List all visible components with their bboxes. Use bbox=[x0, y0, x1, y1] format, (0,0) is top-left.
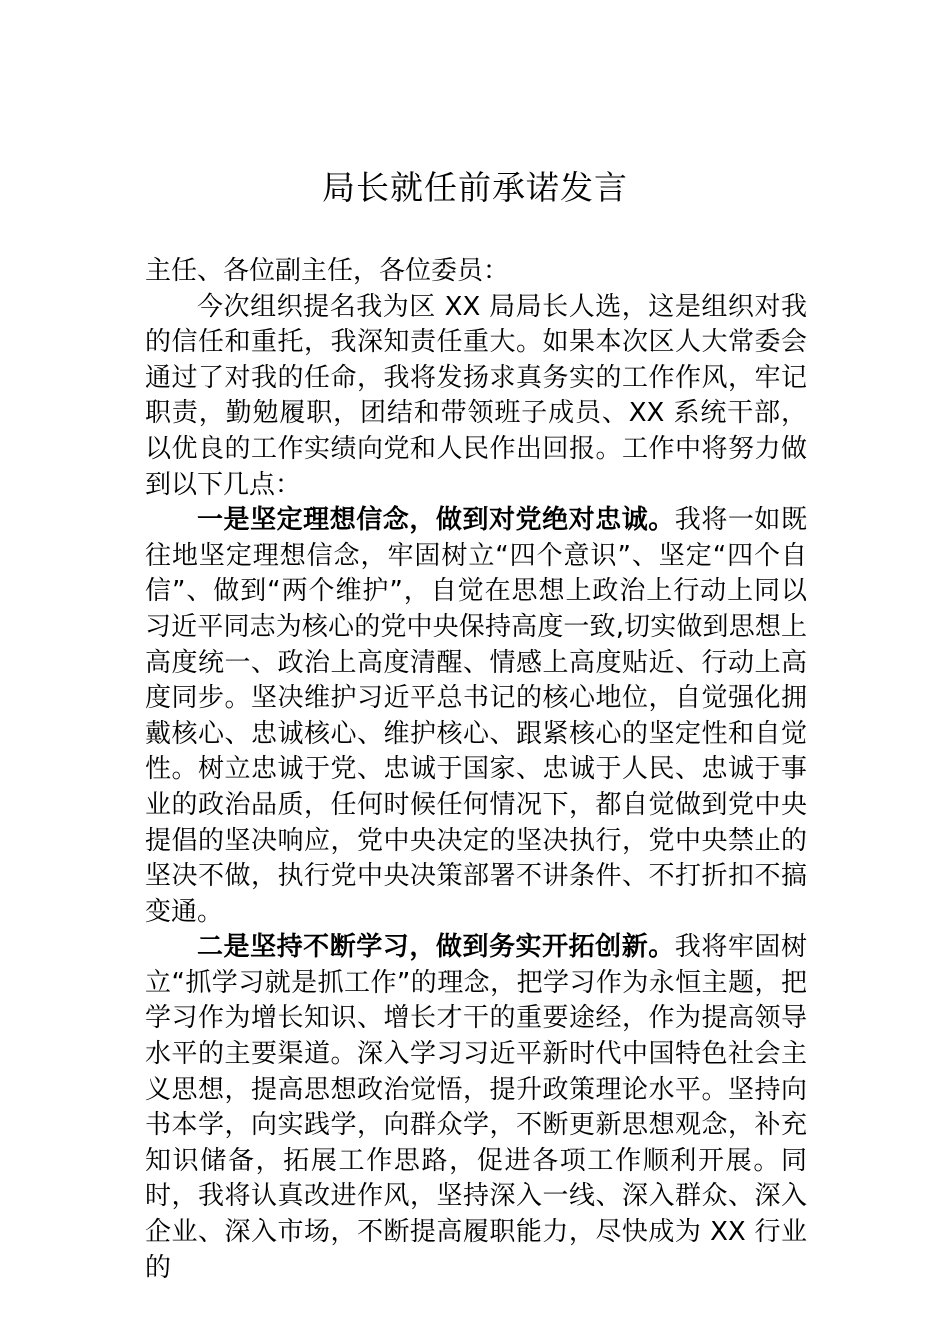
paragraph-lead: 二是坚持不断学习，做到务实开拓创新。 bbox=[197, 932, 675, 963]
document-title: 局长就任前承诺发言 bbox=[322, 168, 628, 207]
paragraph-point-one bbox=[145, 503, 807, 930]
paragraph-text: 我将一如既往地坚定理想信念，牢固树立“四个意识”、坚定“四个自信”、做到“两个维护”，自觉在思想上政治上行动上同以习近平同志为核心的党中央保持高度一致,切实做到思想上高度统一、政治上高度清醒、情感上高度贴近、行动上高度同步。坚决维护习近平总书记的核心地位，自觉强化拥戴核心、忠诚核心、维护核心、跟紧核心的坚定性和自觉性。树立忠诚于党、忠诚于国家、忠诚于人民、忠诚于事业的政治品质，任何时候任何情况下，都自觉做到党中央提倡的坚决响应，党中央决定的坚决执行，党中央禁止的坚决不做，执行党中央决策部署不讲条件、不打折扣不搞变通。 bbox=[145, 505, 807, 927]
paragraph-point-two bbox=[145, 930, 807, 1286]
salutation: 主任、各位副主任，各位委员： bbox=[145, 256, 510, 286]
paragraph-lead: 一是坚定理想信念，做到对党绝对忠诚。 bbox=[197, 505, 675, 536]
document-body bbox=[145, 254, 807, 1286]
paragraph-text: 今次组织提名我为区 XX 局局长人选，这是组织对我的信任和重托，我深知责任重大。如果本次区人大常委会通过了对我的任命，我将发扬求真务实的工作作风，牢记职责，勤勉履职，团结和带领班子成员、XX 系统干部，以优良的工作实绩向党和人民作出回报。工作中将努力做到以下几点： bbox=[145, 291, 807, 500]
paragraph-intro bbox=[145, 290, 807, 504]
paragraph-text: 我将牢固树立“抓学习就是抓工作”的理念，把学习作为永恒主题，把学习作为增长知识、增长才干的重要途经，作为提高领导水平的主要渠道。深入学习习近平新时代中国特色社会主义思想，提高思想政治觉悟，提升政策理论水平。坚持向书本学，向实践学，向群众学，不断更新思想观念，补充知识储备，拓展工作思路，促进各项工作顺利开展。同时，我将认真改进作风，坚持深入一线、深入群众、深入企业、深入市场，不断提高履职能力，尽快成为 XX 行业的 bbox=[145, 932, 807, 1283]
